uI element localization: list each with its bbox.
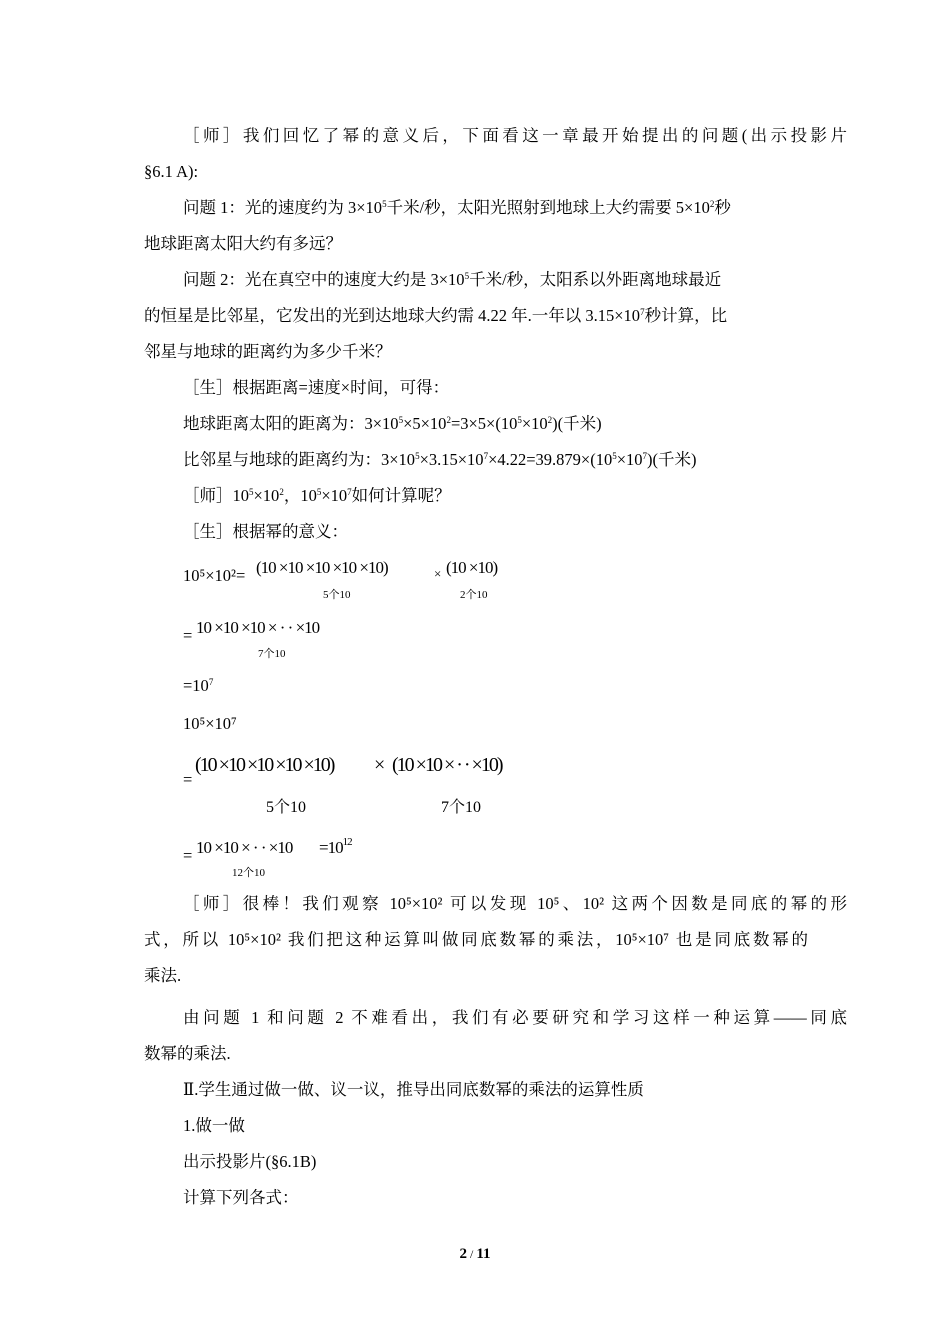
- eq1-label5: 5个10: [323, 589, 351, 601]
- question-1: 问题 1：光的速度约为 $3\times 10^5$千米/秒，太阳光照射到地球上大约需要 $5\times 10^2$秒: [183, 198, 731, 217]
- eq1-label2: 2个10: [460, 589, 488, 601]
- question-2-cont: 的恒星是比邻星，它发出的光到达地球大约需 4.22 年.一年以 $3.15\times 10^7$秒计算，比: [144, 306, 728, 325]
- eq5-group7: (10 ×10 × · · ×10): [392, 754, 502, 776]
- paragraph-conclusion-cont: 数幂的乘法.: [144, 1044, 231, 1063]
- calculate-prompt: 计算下列各式：: [183, 1188, 299, 1207]
- eq1-lhs: 10⁵×10²=: [183, 566, 246, 585]
- question-1-cont: 地球距离太阳大约有多远？: [144, 234, 342, 253]
- eq5-group5: (10 ×10 ×10 ×10 ×10): [195, 754, 334, 776]
- eq6-equals: =: [183, 846, 193, 865]
- paragraph-teacher-intro-cont: §6.1 A):: [144, 162, 199, 181]
- eq3-result: $=10^7$: [183, 676, 214, 695]
- eq5-label7: 7个10: [441, 799, 482, 816]
- eq5-equals: =: [183, 770, 193, 789]
- eq2-label7: 7个10: [258, 648, 286, 660]
- show-slide: 出示投影片(§6.1B): [183, 1152, 317, 1171]
- question-2-cont2: 邻星与地球的距离约为多少千米？: [144, 342, 392, 361]
- teacher-question-2: ［师$]10^5\times 10^2$，$10^5\times 10^7$如何计算呢？: [183, 486, 451, 505]
- student-answer-1: ［生］根据距离=速度×时间，可得：: [183, 378, 450, 397]
- eq1-times: ×: [434, 566, 442, 581]
- eq2-equals: =: [183, 626, 193, 645]
- teacher-remark: ［师］很棒！我们观察 10⁵×10² 可以发现 10⁵、10² 这两个因数是同底的幂的形: [183, 894, 847, 913]
- teacher-remark-cont: 式，所以 10⁵×10² 我们把这种运算叫做同底数幂的乘法，10⁵×10⁷ 也是同底数幂的: [144, 930, 808, 949]
- proxima-distance: 比邻星与地球的距离约为：$3\times 10^5\times 3.15\times 10^7\times 4.22=39.879\times(10^5\times 10^7)$(千米): [183, 450, 697, 469]
- eq6-result: $=10^{12}$: [319, 836, 352, 857]
- eq5-times: ×: [374, 754, 384, 776]
- eq6-seq12: 10 ×10 × · · ×10: [196, 838, 293, 857]
- section-heading-2: Ⅱ.学生通过做一做、议一议，推导出同底数幂的乘法的运算性质: [183, 1080, 644, 1099]
- student-answer-2: ［生］根据幂的意义：: [183, 522, 348, 541]
- eq1-group2: (10 ×10): [446, 558, 498, 577]
- paragraph-teacher-intro: ［师］我们回忆了幂的意义后，下面看这一章最开始提出的问题(出示投影片: [183, 126, 847, 145]
- earth-sun-distance: 地球距离太阳的距离为：$3\times 10^5\times 5\times 10^2=3\times 5\times(10^5\times 10^2)$(千米): [183, 414, 602, 433]
- eq1-group5: (10 ×10 ×10 ×10 ×10): [256, 558, 388, 577]
- eq6-label12: 12个10: [232, 867, 265, 879]
- eq4-lhs: 10⁵×10⁷: [183, 714, 237, 733]
- subheading-do-it: 1.做一做: [183, 1116, 245, 1135]
- eq5-label5: 5个10: [266, 799, 307, 816]
- eq2-seq7: 10 ×10 ×10 × · · ×10: [196, 618, 320, 637]
- paragraph-conclusion: 由问题 1 和问题 2 不难看出，我们有必要研究和学习这样一种运算——同底: [183, 1008, 847, 1027]
- teacher-remark-cont2: 乘法.: [144, 966, 182, 985]
- page-number: 2 / 11: [459, 1246, 491, 1262]
- question-2: 问题 2：光在真空中的速度大约是 $3\times 10^5$千米/秒，太阳系以外距离地球最近: [183, 270, 722, 289]
